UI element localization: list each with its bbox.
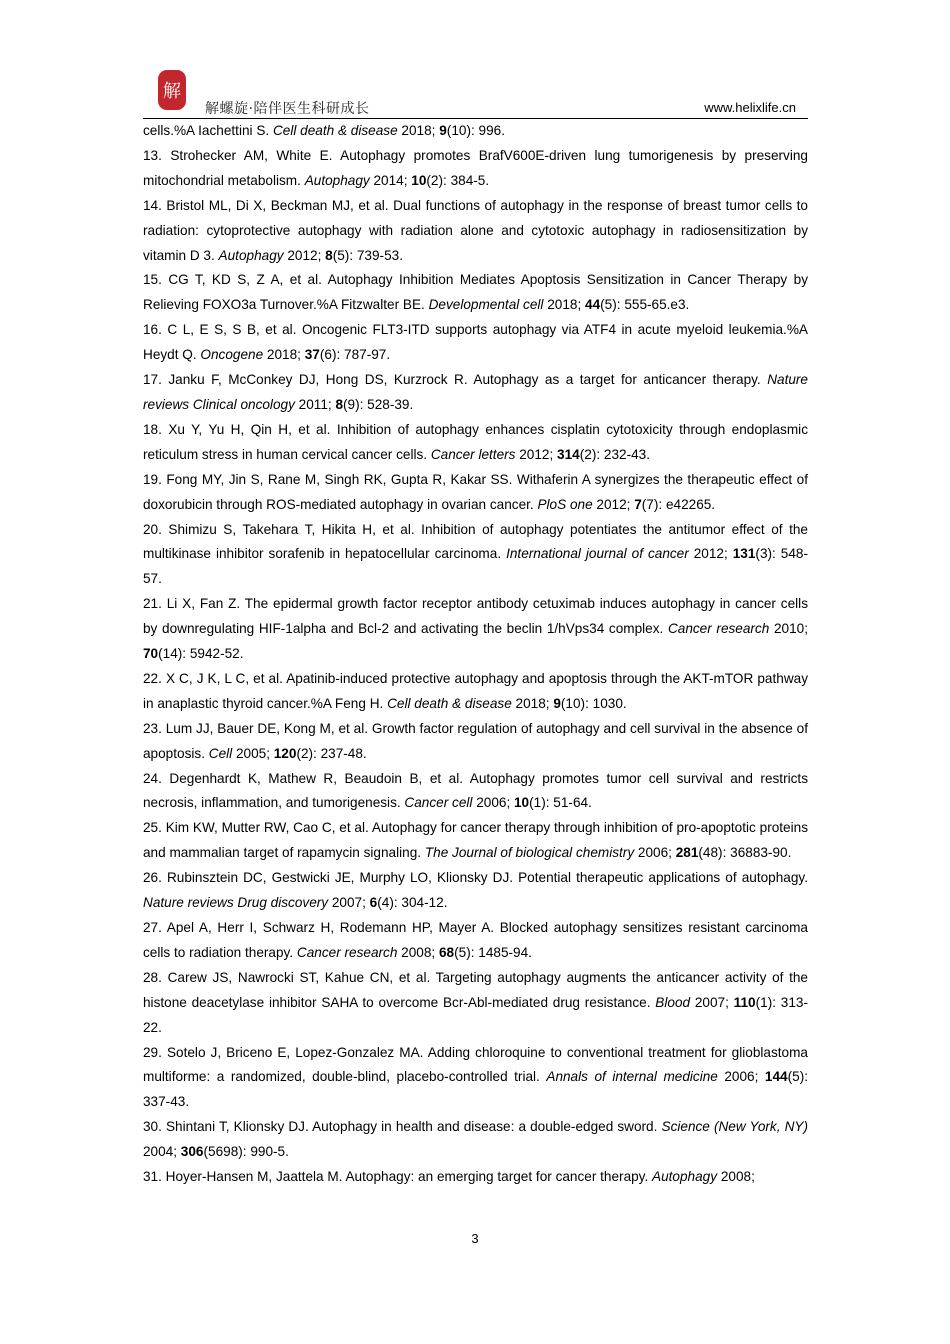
journal-name: Cancer research [667, 621, 770, 637]
volume-number: 6 [369, 895, 378, 911]
reference-text: 15. CG T, KD S, Z A, et al. Autophagy Inhibition Mediates Apoptosis Sensitization in Cancer Therapy by Relieving FOXO3a Turnover.%A Fitzwalter BE. [143, 272, 808, 313]
volume-number: 7 [634, 496, 642, 512]
brand-slogan: 解螺旋·陪伴医生科研成长 [205, 101, 370, 117]
reference-pages: (14): 5942-52. [158, 646, 244, 662]
reference-entry [143, 368, 808, 418]
reference-text: 27. Apel A, Herr I, Schwarz H, Rodemann HP, Mayer A. Blocked autophagy sensitizes resistant carcinoma cells to radiation therapy. [143, 920, 808, 960]
reference-text: 13. Strohecker AM, White E. Autophagy promotes BrafV600E-driven lung tumorigenesis by preserving mitochondrial metabolism. [143, 147, 808, 188]
reference-year: 2014; [369, 172, 412, 188]
journal-name: Autophagy [304, 172, 370, 188]
reference-text: 18. Xu Y, Yu H, Qin H, et al. Inhibition of autophagy enhances cisplatin cytotoxicity through endoplasmic reticulum stress in human cervical cancer cells. [143, 421, 808, 462]
reference-year: 2012; [688, 546, 733, 562]
reference-entry [143, 468, 808, 518]
journal-name: Cancer research [296, 944, 398, 960]
reference-entry [143, 1115, 808, 1165]
volume-number: 10 [514, 795, 530, 811]
reference-text: 28. Carew JS, Nawrocki ST, Kahue CN, et al. Targeting autophagy augments the anticancer activity of the histone deacetylase inhibitor SAHA to overcome Bcr-Abl-mediated drug resistance. [143, 969, 808, 1010]
reference-year: 2018; [511, 695, 554, 711]
reference-pages: (6): 787-97. [319, 347, 391, 363]
reference-pages: (5): 1485-94. [454, 944, 532, 960]
journal-name: Blood [655, 994, 691, 1010]
reference-pages: (1): 313-22. [143, 994, 808, 1035]
reference-pages: (2): 232-43. [579, 446, 651, 462]
reference-entry [143, 318, 808, 368]
reference-text: 16. C L, E S, S B, et al. Oncogenic FLT3-ITD supports autophagy via ATF4 in acute myeloid leukemia.%A Heydt Q. [143, 322, 808, 363]
reference-pages: (5): 555-65.e3. [600, 297, 690, 313]
journal-name: Science (New York, NY) [661, 1119, 809, 1135]
reference-text: 25. Kim KW, Mutter RW, Cao C, et al. Autophagy for cancer therapy through inhibition of pro-apoptotic proteins and mammalian target of rapamycin signaling. [143, 820, 808, 861]
volume-number: 314 [557, 446, 580, 462]
reference-entry [143, 717, 808, 767]
reference-pages: (4): 304-12. [377, 895, 448, 911]
volume-number: 9 [553, 695, 561, 711]
volume-number: 306 [180, 1144, 204, 1160]
volume-number: 120 [273, 745, 297, 761]
reference-year: 2004; [143, 1144, 181, 1160]
volume-number: 9 [439, 123, 447, 138]
volume-number: 8 [325, 247, 333, 263]
reference-entry [143, 144, 808, 194]
journal-name: Cancer cell [404, 795, 473, 811]
reference-text: 22. X C, J K, L C, et al. Apatinib-induced protective autophagy and apoptosis through the AKT-mTOR pathway in anaplastic thyroid cancer.%A Feng H. [143, 670, 808, 711]
journal-name: Nature reviews Clinical oncology [143, 372, 808, 412]
journal-name: PloS one [537, 496, 593, 512]
reference-year: 2006; [472, 795, 514, 811]
reference-entry [143, 194, 808, 269]
reference-year: 2018; [263, 347, 305, 363]
reference-pages: (5698): 990-5. [203, 1144, 289, 1160]
reference-year: 2012; [515, 446, 558, 462]
reference-year: 2007; [690, 994, 734, 1010]
reference-text: 24. Degenhardt K, Mathew R, Beaudoin B, et al. Autophagy promotes tumor cell survival and restricts necrosis, inflammation, and tumorigenesis. [143, 770, 808, 811]
reference-pages: (5): 337-43. [143, 1069, 808, 1110]
journal-name: Cell death & disease [387, 695, 512, 711]
journal-name: Cell [208, 745, 233, 761]
reference-entry [143, 767, 808, 817]
journal-name: Cancer letters [430, 446, 516, 462]
reference-entry [143, 518, 808, 593]
reference-text: 31. Hoyer-Hansen M, Jaattela M. Autophagy: an emerging target for cancer therapy. [143, 1169, 653, 1185]
reference-text: cells.%A Iachettini S. [143, 123, 273, 138]
reference-entry [143, 592, 808, 667]
site-url: www.helixlife.cn [704, 100, 796, 115]
reference-year: 2012; [592, 496, 635, 512]
reference-text: 23. Lum JJ, Bauer DE, Kong M, et al. Growth factor regulation of autophagy and cell survival in the absence of apoptosis. [143, 720, 808, 761]
reference-text: 20. Shimizu S, Takehara T, Hikita H, et al. Inhibition of autophagy potentiates the antitumor effect of the multikinase inhibitor sorafenib in hepatocellular carcinoma. [143, 521, 808, 562]
journal-name: Nature reviews Drug discovery [143, 895, 329, 911]
reference-year: 2018; [543, 297, 586, 313]
reference-pages: (3): 548-57. [143, 546, 808, 587]
reference-entry [143, 816, 808, 866]
journal-name: Developmental cell [428, 297, 544, 313]
reference-pages: (48): 36883-90. [698, 845, 792, 861]
journal-name: The Journal of biological chemistry [424, 845, 635, 861]
reference-entry [143, 866, 808, 916]
reference-text: 19. Fong MY, Jin S, Rane M, Singh RK, Gupta R, Kakar SS. Withaferin A synergizes the therapeutic effect of doxorubicin through ROS-mediated autophagy in ovarian cancer. [143, 471, 808, 512]
reference-pages: (2): 384-5. [426, 172, 490, 188]
reference-year: 2006; [717, 1069, 765, 1085]
volume-number: 131 [732, 546, 756, 562]
volume-number: 8 [335, 396, 343, 412]
reference-year: 2010; [769, 621, 808, 637]
journal-name: Cell death & disease [272, 123, 398, 138]
journal-name: Autophagy [652, 1169, 718, 1185]
reference-list [143, 119, 808, 1190]
journal-name: International journal of cancer [506, 546, 689, 562]
reference-pages: (10): 1030. [560, 695, 627, 711]
reference-entry [143, 1041, 808, 1116]
reference-pages: (7): e42265. [641, 496, 716, 512]
reference-entry [143, 119, 808, 144]
volume-number: 37 [304, 347, 320, 363]
reference-year: 2005; [232, 745, 274, 761]
reference-text: 14. Bristol ML, Di X, Beckman MJ, et al. Dual functions of autophagy in the response of breast tumor cells to radiation: cytoprotective autophagy with radiation alone and cytotoxic autophagy in radiosensitization by vitamin D 3. [143, 197, 808, 263]
volume-number: 144 [764, 1069, 788, 1085]
reference-entry [143, 667, 808, 717]
reference-text: 21. Li X, Fan Z. The epidermal growth factor receptor antibody cetuximab induces autophagy in cancer cells by downregulating HIF-1alpha and Bcl-2 and activating the beclin 1/hVps34 complex. [143, 596, 808, 637]
reference-pages: (10): 996. [446, 123, 505, 138]
reference-text: 30. Shintani T, Klionsky DJ. Autophagy in health and disease: a double-edged sword. [143, 1119, 662, 1135]
reference-pages: (9): 528-39. [343, 396, 414, 412]
reference-year: 2006; [634, 845, 676, 861]
reference-entry [143, 268, 808, 318]
helix-seal-logo [157, 68, 187, 112]
reference-year: 2007; [328, 895, 370, 911]
reference-text: 29. Sotelo J, Briceno E, Lopez-Gonzalez MA. Adding chloroquine to conventional treatment for glioblastoma multiforme: a randomized, double-blind, placebo-controlled trial. [143, 1044, 808, 1085]
volume-number: 68 [438, 944, 455, 960]
reference-text: 26. Rubinsztein DC, Gestwicki JE, Murphy LO, Klionsky DJ. Potential therapeutic applications of autophagy. [143, 870, 808, 886]
reference-year: 2008; [717, 1169, 755, 1185]
journal-name: Oncogene [200, 347, 264, 363]
reference-entry [143, 1165, 808, 1190]
page-number: 3 [471, 1231, 479, 1246]
volume-number: 281 [675, 845, 699, 861]
reference-entry [143, 418, 808, 468]
journal-name: Annals of internal medicine [546, 1069, 718, 1085]
volume-number: 44 [585, 297, 601, 313]
reference-year: 2008; [397, 944, 439, 960]
reference-entry [143, 916, 808, 966]
journal-name: Autophagy [218, 247, 284, 263]
reference-year: 2011; [294, 396, 336, 412]
page-header [143, 64, 808, 119]
reference-entry [143, 966, 808, 1041]
reference-year: 2012; [283, 247, 326, 263]
reference-pages: (5): 739-53. [332, 247, 403, 263]
svg-text:解: 解 [163, 81, 181, 102]
reference-year: 2018; [397, 123, 440, 138]
volume-number: 10 [411, 172, 427, 188]
reference-pages: (1): 51-64. [529, 795, 592, 811]
reference-pages: (2): 237-48. [296, 745, 367, 761]
volume-number: 70 [143, 646, 159, 662]
volume-number: 110 [733, 994, 756, 1010]
reference-text: 17. Janku F, McConkey DJ, Hong DS, Kurzrock R. Autophagy as a target for anticancer therapy. [143, 372, 768, 388]
